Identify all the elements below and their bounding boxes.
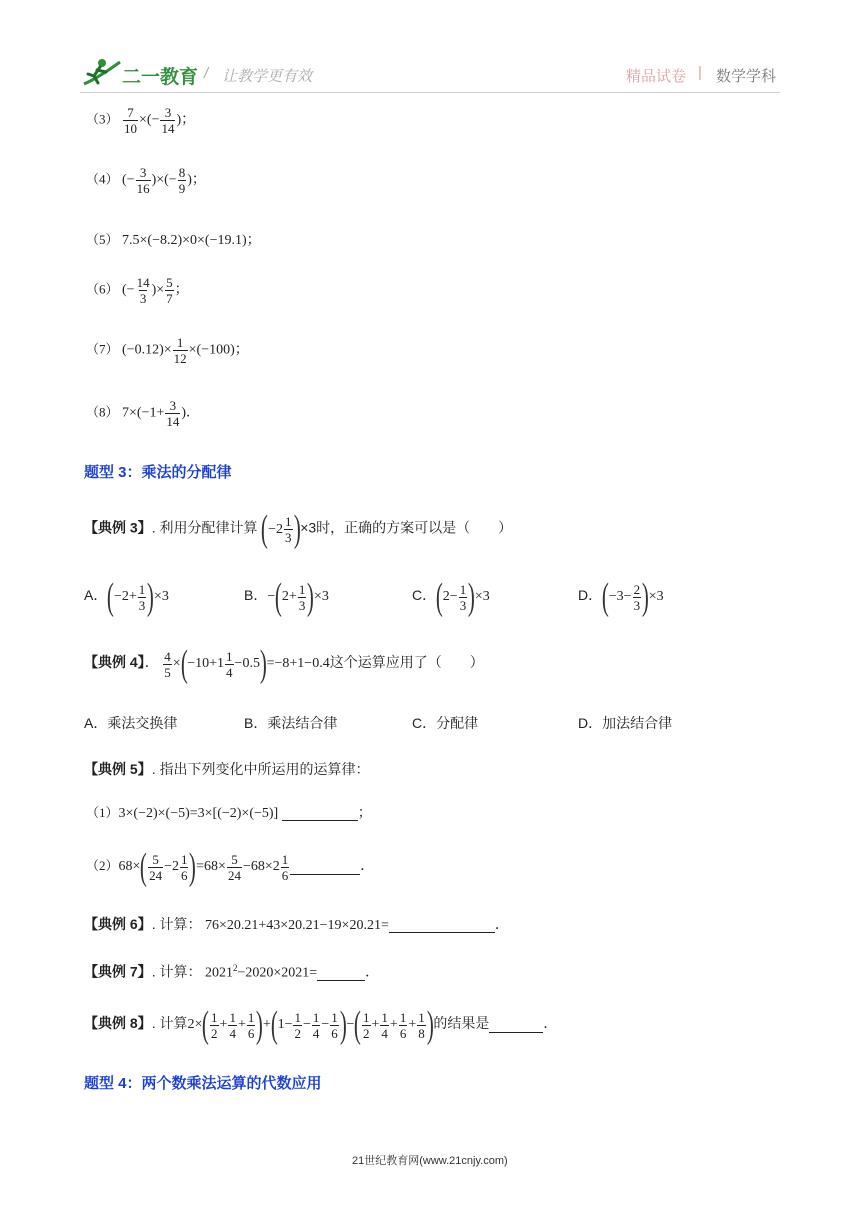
example-6: 【典例 6】. 计算： 76×20.21+43×20.21−19×20.21= ． [84,916,509,933]
answer-blank[interactable] [389,918,495,933]
item-expression: 3×(−2)×(−5)=3×[(−2)×(−5)] [118,806,279,821]
problem-3: （3） $\frac{7}{10}$ ×(− $\frac{3}{14}$ )； [86,105,196,136]
option-a[interactable]: A．(−2+ $\frac{1}{3}$ )×3 [84,576,169,618]
problem-label: （5） [86,232,119,247]
example-tag: 【典例 7】 [84,963,152,980]
option-a[interactable]: A．乘法交换律 [84,715,178,731]
example-expression: 76×20.21+43×20.21−19×20.21= [204,918,389,933]
option-b[interactable]: B．乘法结合律 [244,715,338,731]
brand-right: 数学学科 [716,68,777,85]
section-title-4: 题型 4：两个数乘法运算的代数应用 [84,1075,322,1092]
example-text: . 计算 [151,1015,188,1032]
option-c[interactable]: C．(2− $\frac{1}{3}$ )×3 [412,576,490,618]
fraction: $\frac{3}{14}$ [166,398,180,429]
problem-8: （8） 7×(−1+ $\frac{3}{14}$ )． [86,398,201,429]
problem-label: （3） [86,111,119,127]
example-text: ×3时，正确的方案可以是（ ） [300,519,513,536]
fraction: $\frac{14}{3}$ [136,275,150,306]
problem-expression: 7.5×(−8.2)×0×(−19.1)； [122,233,261,248]
option-d[interactable]: D．(−3− $\frac{2}{3}$ )×3 [578,576,664,618]
example-text: . 计算： [151,963,202,980]
problem-6: （6） (− $\frac{14}{3}$ )× $\frac{5}{7}$ ； [86,275,189,306]
fraction: $\frac{5}{7}$ [166,275,173,306]
problem-7: （7） (−0.12)× $\frac{1}{12}$ ×(−100)； [86,335,249,366]
option-b[interactable]: B．−(2+ $\frac{1}{3}$ )×3 [244,576,329,618]
fraction: $\frac{7}{10}$ [124,105,138,136]
problem-label: （8） [86,404,119,420]
brand-left: 精品试卷 [626,68,687,85]
example-text: 这个运算应用了（ ） [329,654,484,671]
example-4: 【典例 4】． $\frac{4}{5}$ ×(−10+1 $\frac{1}{4}$ −0.5)=−8+1−0.4这个运算应用了（ ） [84,643,484,685]
fraction: $\frac{3}{16}$ [136,165,150,196]
example-text: . 利用分配律计算 [151,519,258,536]
section-title-3: 题型 3：乘法的分配律 [84,464,232,481]
header-slogan: 让教学更有效 [222,68,313,85]
answer-blank[interactable] [282,806,358,821]
example-tag: 【典例 5】 [84,761,152,777]
problem-5 [86,230,261,251]
answer-blank[interactable] [290,860,360,875]
problem-4: （4） (− $\frac{3}{16}$ )×(− $\frac{8}{9}$ )； [86,165,206,196]
answer-blank[interactable] [317,966,365,981]
example-tag: 【典例 4】 [84,654,145,671]
footer-text: 21世纪教育网(www.21cnjy.com) [352,1155,508,1167]
problem-label: （4） [86,171,119,187]
example-3: 【典例 3】. 利用分配律计算 (−2 $\frac{1}{3}$ )×3时，正确的方案可以是（ ） [84,508,513,550]
runner-logo-icon [80,56,122,88]
example-text: . 指出下列变化中所运用的运算律： [151,761,370,777]
example-text: 的结果是 [433,1015,490,1032]
example-text: . 计算： [151,916,202,932]
header-separator: / [204,65,209,82]
brand-divider: | [698,64,702,81]
example-5 [84,759,369,779]
answer-blank[interactable] [489,1018,543,1033]
problem-label: （7） [86,341,119,357]
option-c[interactable]: C．分配律 [412,715,479,731]
example-tag: 【典例 8】 [84,1015,152,1032]
example-5-item-2: （2）68×( $\frac{5}{24}$ −2 $\frac{1}{6}$ )=68× $\frac{5}{24}$ −68×2 $\frac{1}{6}$ ． [86,846,375,888]
logo-text: 二一教育 [122,67,199,88]
problem-label: （6） [86,281,119,297]
fraction: $\frac{1}{12}$ [173,335,187,366]
fraction: $\frac{3}{14}$ [161,105,175,136]
example-7: 【典例 7】. 计算： $2021^2-2020\times 2021=$ ． [84,963,380,981]
example-5-item-1: （1）3×(−2)×(−5)=3×[(−2)×(−5)] ； [86,805,372,821]
example-tag: 【典例 3】 [84,519,152,536]
option-d[interactable]: D．加法结合律 [578,715,673,731]
header-rule [80,92,780,93]
example-tag: 【典例 6】 [84,916,152,932]
example-8: 【典例 8】. 计算2×( $\frac{1}{2}$ + $\frac{1}{4}$ + $\frac{1}{6}$ )+(1− $\frac{1}{2}$ − $\frac{1}{4}$ − $\frac{1}{6}$ )−( $\frac{1}{2}$ + $\frac{1}{4}$ + $\frac{1}{6}$ + $\frac{1}{8}$ )的结果是 ． [84,1004,558,1046]
fraction: $\frac{8}{9}$ [178,165,186,196]
